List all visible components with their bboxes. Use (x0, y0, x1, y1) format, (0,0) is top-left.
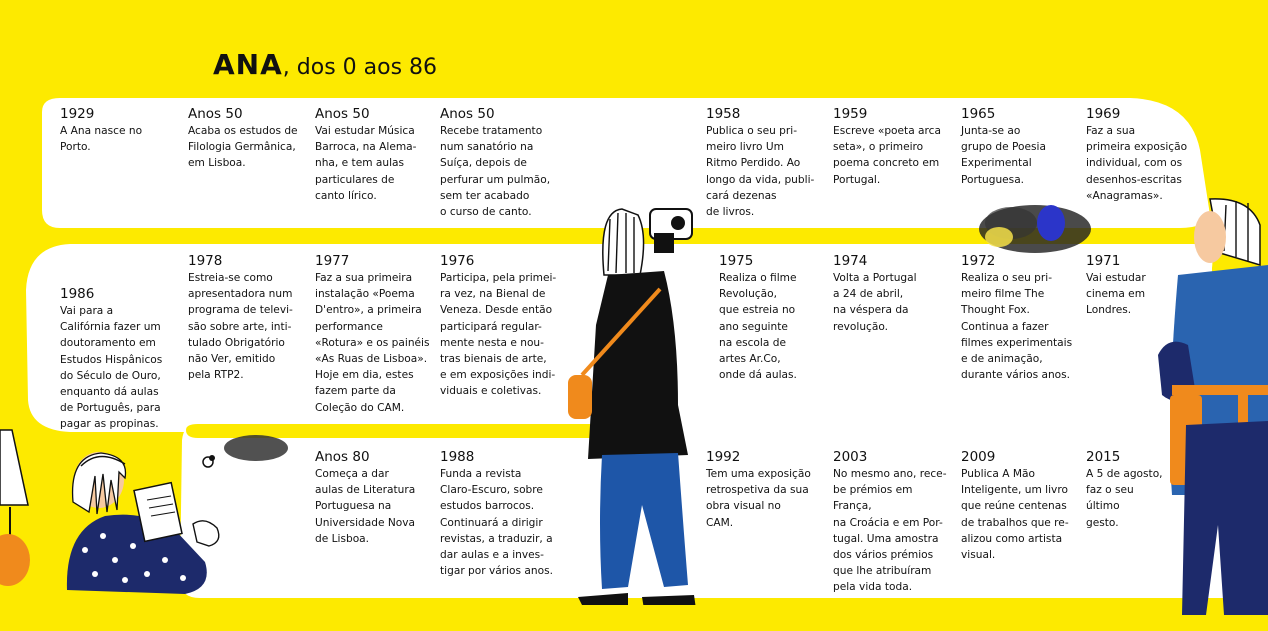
timeline-entry (440, 449, 580, 579)
entry-text: Tem uma exposição retrospetiva da sua obra visual no CAM. (706, 468, 811, 529)
entry-year: 1976 (440, 253, 475, 269)
timeline-entry (188, 106, 328, 172)
entry-year: Anos 80 (315, 449, 370, 465)
title-rest: , dos 0 aos 86 (282, 55, 438, 80)
entry-year: Anos 50 (315, 106, 370, 122)
entry-text: Escreve «poeta arca seta», o primeiro poema concreto em Portugal. (833, 125, 941, 186)
entry-text: Volta a Portugal a 24 de abril, na véspera da revolução. (833, 272, 917, 333)
entry-text: Começa a dar aulas de Literatura Portuguesa na Universidade Nova de Lisboa. (315, 468, 416, 545)
entry-text: Realiza o seu pri- meiro filme The Thought Fox. Continua a fazer filmes experimentais e de animação, durante vários anos. (961, 272, 1073, 382)
page-title (213, 48, 437, 81)
entry-year: 1972 (961, 253, 996, 269)
entry-year: 1986 (60, 286, 95, 302)
timeline-entry (961, 449, 1079, 563)
entry-text: A 5 de agosto, faz o seu último gesto. (1086, 468, 1163, 529)
entry-year: 1965 (961, 106, 996, 122)
timeline-entry (833, 253, 951, 335)
lamp-illustration (0, 425, 40, 605)
timeline-entry (706, 106, 826, 220)
entry-text: Acaba os estudos de Filologia Germânica, em Lisboa. (188, 125, 298, 170)
entry-text: Faz a sua primeira instalação «Poema D'entro», a primeira performance «Rotura» e os painéis «As Ruas de Lisboa». Hoje em dia, estes fazem parte da Coleção do CAM. (315, 272, 430, 414)
man-with-apron-illustration (1158, 195, 1268, 615)
entry-text: No mesmo ano, rece- be prémios em França, na Croácia e em Por- tugal. Uma amostra dos vários prémios que lhe atribuíram pela vida toda. (833, 468, 947, 594)
entry-year: 1975 (719, 253, 754, 269)
entry-text: Vai estudar cinema em Londres. (1086, 272, 1146, 317)
entry-year: 1992 (706, 449, 741, 465)
entry-text: Recebe tratamento num sanatório na Suíça, depois de perfurar um pulmão, sem ter acabado o curso de canto. (440, 125, 551, 219)
entry-text: Participa, pela primei- ra vez, na Bienal de Veneza. Desde então participará regular- mente nesta e nou- tras bienais de arte, e em exposições indi- viduais e coletivas. (440, 272, 557, 398)
entry-text: Vai estudar Música Barroca, na Alema- nha, e tem aulas particulares de canto lírico. (315, 125, 417, 202)
timeline-entry (833, 106, 953, 188)
entry-year: 1977 (315, 253, 350, 269)
timeline-entry (1086, 106, 1196, 204)
entry-year: 1959 (833, 106, 868, 122)
entry-text: Estreia-se como apresentadora num programa de televi- são sobre arte, inti- tulado Obrigatório não Ver, emitido pela RTP2. (188, 272, 293, 382)
timeline-entry (961, 253, 1079, 383)
entry-text: Realiza o filme Revolução, que estreia no ano seguinte na escola de artes Ar.Co, onde dá aulas. (719, 272, 797, 382)
girl-reading-illustration (55, 450, 255, 600)
ink-cloud-illustration (973, 193, 1103, 263)
woman-with-camera-illustration (568, 205, 728, 605)
entry-year: 1958 (706, 106, 741, 122)
entry-text: Publica A Mão Inteligente, um livro que reúne centenas de trabalhos que re- alizou como artista visual. (961, 468, 1069, 562)
entry-year: 1974 (833, 253, 868, 269)
entry-year: 2009 (961, 449, 996, 465)
timeline-entry (315, 106, 455, 204)
title-name: ANA (213, 48, 283, 81)
entry-text: Vai para a Califórnia fazer um doutoramento em Estudos Hispânicos do Século de Ouro, enquanto dá aulas de Português, para pagar as propinas. (60, 305, 163, 431)
entry-year: Anos 50 (188, 106, 243, 122)
entry-year: 1969 (1086, 106, 1121, 122)
entry-year: 1978 (188, 253, 223, 269)
entry-year: 1929 (60, 106, 95, 122)
entry-text: Junta-se ao grupo de Poesia Experimental Portuguesa. (961, 125, 1046, 186)
entry-text: A Ana nasce no Porto. (60, 125, 143, 154)
timeline-entry (188, 253, 328, 383)
entry-text: Funda a revista Claro-Escuro, sobre estudos barrocos. Continuará a dirigir revistas, a traduzir, a dar aulas e a inves- tigar por vários anos. (440, 468, 553, 578)
timeline-entry (60, 106, 180, 155)
timeline-entry (60, 286, 180, 433)
timeline-entry (440, 253, 580, 400)
timeline-entry (315, 253, 455, 416)
timeline-entry (719, 253, 819, 383)
timeline-entry (961, 106, 1079, 188)
entry-text: Faz a sua primeira exposição individual, com os desenhos-escritas «Anagramas». (1086, 125, 1188, 202)
entry-year: 1971 (1086, 253, 1121, 269)
entry-year: 2003 (833, 449, 868, 465)
entry-year: 2015 (1086, 449, 1121, 465)
timeline-entry (833, 449, 953, 596)
timeline-entry (440, 106, 580, 220)
entry-year: Anos 50 (440, 106, 495, 122)
entry-year: 1988 (440, 449, 475, 465)
timeline-entry (315, 449, 455, 547)
entry-text: Publica o seu pri- meiro livro Um Ritmo Perdido. Ao longo da vida, publi- cará dezenas de livros. (706, 125, 815, 219)
